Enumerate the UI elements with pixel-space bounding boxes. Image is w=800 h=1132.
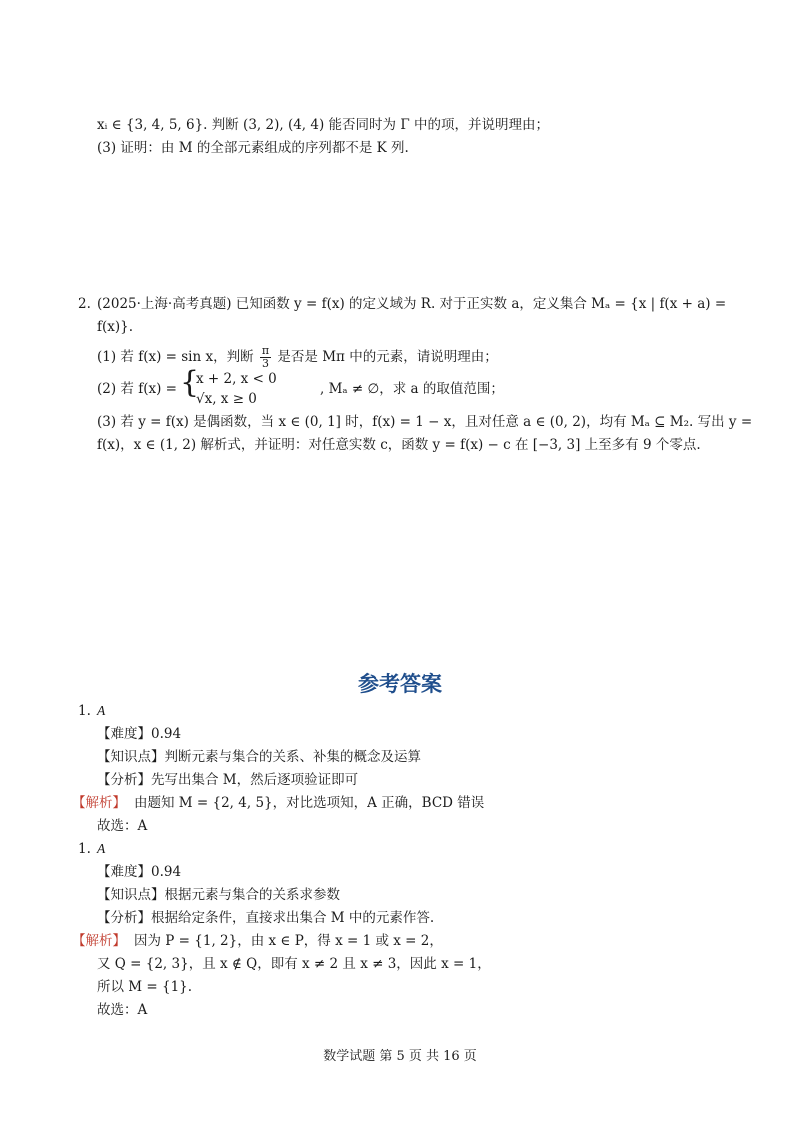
final-choice: 故选：A <box>97 1002 148 1018</box>
prev-question-part-3: (3) 证明：由 M 的全部元素组成的序列都不是 K 列. <box>97 140 409 156</box>
question-stem-line-1: (2025·上海·高考真题) 已知函数 y = f(x) 的定义域为 R. 对于正实数 a，定义集合 Mₐ = {x | f(x + a) = <box>97 296 727 312</box>
solution-line-3: 所以 M = {1}. <box>97 979 193 995</box>
prev-question-line-1: xᵢ ∈ {3, 4, 5, 6}. 判断 (3, 2), (4, 4) 能否同时为 Γ 中的项，并说明理由； <box>97 117 549 133</box>
question-part-2-label: (2) 若 f(x) = <box>97 381 177 397</box>
question-part-2-condition: , Mₐ ≠ ∅，求 a 的取值范围； <box>320 381 504 397</box>
piecewise-brace-icon: { <box>180 365 200 400</box>
solution-line-1: 因为 P = {1, 2}，由 x ∈ P，得 x = 1 或 x = 2， <box>134 933 443 949</box>
answer-letter: A <box>97 703 106 718</box>
part-1-suffix: 是否是 Mπ 中的元素，请说明理由； <box>277 349 498 365</box>
fraction-denominator: 3 <box>262 357 269 370</box>
knowledge-point: 【知识点】根据元素与集合的关系求参数 <box>97 887 340 903</box>
piecewise-case-1: x + 2, x < 0 <box>196 371 277 387</box>
answer-number: 1. <box>78 703 91 719</box>
answer-letter: A <box>97 841 106 856</box>
solution-tag: 【解析】 <box>72 795 126 811</box>
question-part-3-line-2: f(x)，x ∈ (1, 2) 解析式，并证明：对任意实数 c，函数 y = f(x) − c 在 [−3, 3] 上至多有 9 个零点. <box>97 437 701 453</box>
question-part-1 <box>97 344 498 370</box>
fraction-numerator: π <box>261 344 270 357</box>
difficulty: 【难度】0.94 <box>97 726 182 742</box>
question-stem-line-2: f(x)}. <box>97 319 134 335</box>
section-title: 参考答案 <box>358 672 442 696</box>
solution-tag: 【解析】 <box>72 933 126 949</box>
analysis: 【分析】先写出集合 M，然后逐项验证即可 <box>97 772 359 788</box>
pi-over-3-fraction <box>260 345 271 370</box>
solution-line-2: 又 Q = {2, 3}，且 x ∉ Q，即有 x ≠ 2 且 x ≠ 3，因此 x = 1， <box>97 956 491 972</box>
question-number: 2. <box>78 296 91 312</box>
answer-number: 1. <box>78 841 91 857</box>
final-choice: 故选：A <box>97 818 148 834</box>
question-part-3-line-1: (3) 若 y = f(x) 是偶函数，当 x ∈ (0, 1] 时，f(x) = 1 − x，且对任意 a ∈ (0, 2)，均有 Mₐ ⊆ M₂. 写出 y = <box>97 414 753 430</box>
analysis: 【分析】根据给定条件，直接求出集合 M 中的元素作答. <box>97 910 435 926</box>
piecewise-case-2: √x, x ≥ 0 <box>196 391 257 407</box>
knowledge-point: 【知识点】判断元素与集合的关系、补集的概念及运算 <box>97 749 421 765</box>
solution-text: 由题知 M = {2, 4, 5}，对比选项知，A 正确，BCD 错误 <box>134 795 485 811</box>
part-1-prefix: (1) 若 f(x) = sin x，判断 <box>97 349 254 365</box>
difficulty: 【难度】0.94 <box>97 864 182 880</box>
page-footer: 数学试题 第 5 页 共 16 页 <box>323 1049 477 1064</box>
